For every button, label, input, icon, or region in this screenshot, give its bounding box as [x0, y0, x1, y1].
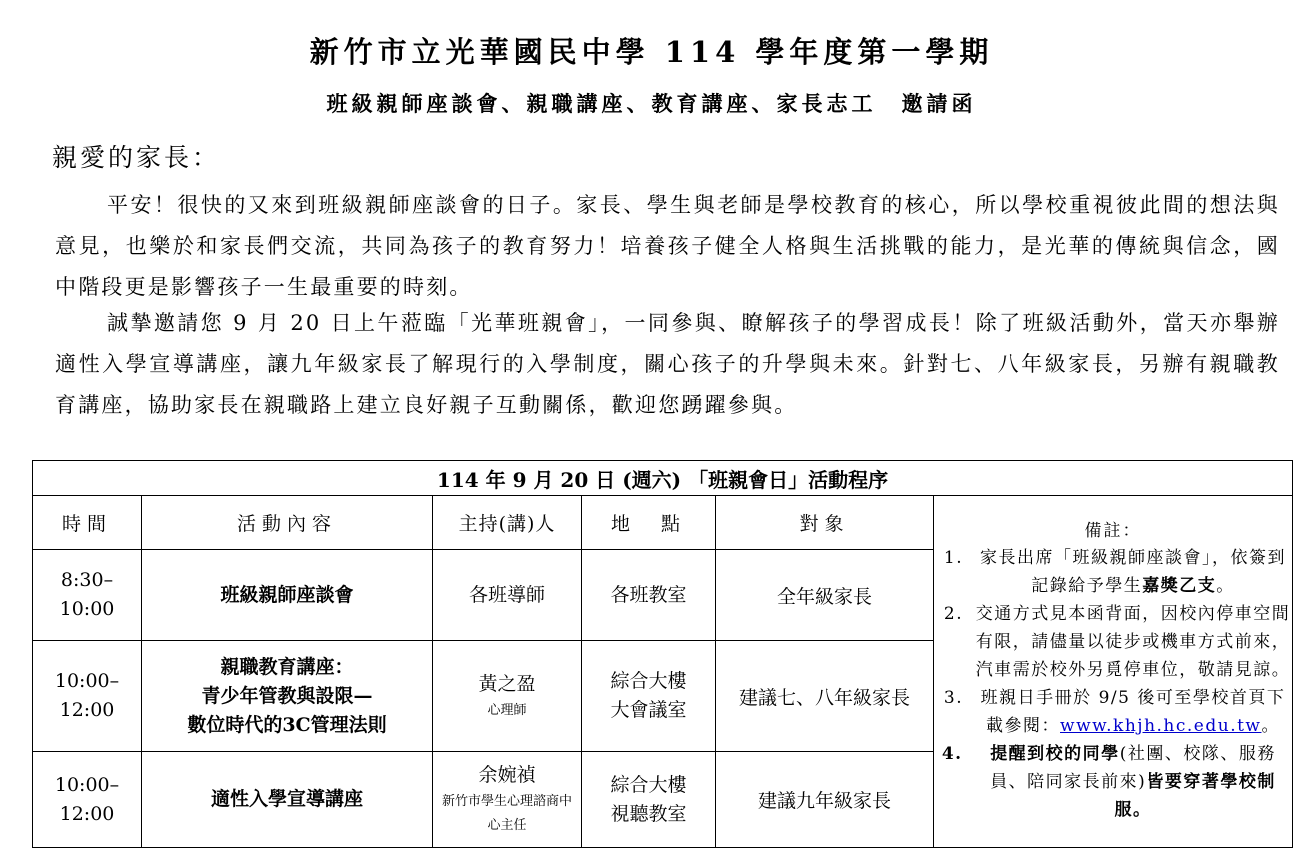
location-cell: 各班教室: [582, 550, 716, 641]
host-cell: 余婉禎 新竹市學生心理諮商中心主任: [433, 752, 582, 848]
audience-cell: 建議九年級家長: [716, 752, 934, 848]
column-header-location: 地 點: [582, 496, 716, 550]
schedule-table: [32, 460, 1293, 848]
document-subtitle: 班級親師座談會、親職講座、教育講座、家長志工 邀請函: [326, 91, 977, 116]
audience-cell: 建議七、八年級家長: [716, 641, 934, 752]
column-header-activity: 活動內容: [142, 496, 433, 550]
notes-cell: [934, 496, 1293, 848]
letter-paragraph-1: 平安！很快的又來到班級親師座談會的日子。家長、學生與老師是學校教育的核心，所以學校重視彼此間的想法與意見，也樂於和家長們交流，共同為孩子的教育努力！培養孩子健全人格與生活挑戰的能力，是光華的傳統與信念，國中階段更是影響孩子一生最重要的時刻。: [55, 193, 1280, 299]
document-title: 新竹市立光華國民中學 114 學年度第一學期: [309, 35, 994, 69]
activity-cell: 班級親師座談會: [142, 550, 433, 641]
location-cell: 綜合大樓 大會議室: [582, 641, 716, 752]
column-header-audience: 對象: [716, 496, 934, 550]
time-cell: 10:00– 12:00: [33, 752, 142, 848]
letter-paragraph-2: 誠摯邀請您 9 月 20 日上午蒞臨「光華班親會」，一同參與、瞭解孩子的學習成長！除了班級活動外，當天亦舉辦適性入學宣導講座，讓九年級家長了解現行的入學制度，關心孩子的升學與未來。針對七、八年級家長，另辦有親職教育講座，協助家長在親職路上建立良好親子互動關係，歡迎您踴躍參與。: [55, 311, 1280, 417]
location-cell: 綜合大樓 視聽教室: [582, 752, 716, 848]
audience-cell: 全年級家長: [716, 550, 934, 641]
schedule-title: 114 年 9 月 20 日 (週六) 「班親會日」活動程序: [33, 461, 1293, 496]
note-item: 3. 班親日手冊於 9/5 後可至學校首頁下載參閱：www.khjh.hc.edu.tw。: [970, 684, 1292, 740]
time-cell: 10:00– 12:00: [33, 641, 142, 752]
note-item: 2. 交通方式見本函背面，因校內停車空間有限，請儘量以徒步或機車方式前來，汽車需於校外另覓停車位，敬請見諒。: [970, 600, 1292, 684]
notes-list: [934, 544, 1292, 824]
activity-cell: 親職教育講座： 青少年管教與設限— 數位時代的3C管理法則: [142, 641, 433, 752]
host-cell: 黃之盈 心理師: [433, 641, 582, 752]
activity-cell: 適性入學宣導講座: [142, 752, 433, 848]
note-item: 1. 家長出席「班級親師座談會」，依簽到記錄給予學生嘉獎乙支。: [970, 544, 1292, 600]
time-cell: 8:30– 10:00: [33, 550, 142, 641]
column-header-time: 時間: [33, 496, 142, 550]
school-website-link[interactable]: www.khjh.hc.edu.tw: [1060, 715, 1262, 736]
note-item: 4. 提醒到校的同學(社團、校隊、服務員、陪同家長前來)皆要穿著學校制服。: [970, 740, 1292, 824]
reward-highlight: 嘉獎乙支: [1142, 575, 1217, 596]
greeting: 親愛的家長：: [52, 143, 221, 172]
host-cell: 各班導師: [433, 550, 582, 641]
column-header-host: 主持(講)人: [433, 496, 582, 550]
notes-heading: 備註：: [1084, 520, 1142, 541]
